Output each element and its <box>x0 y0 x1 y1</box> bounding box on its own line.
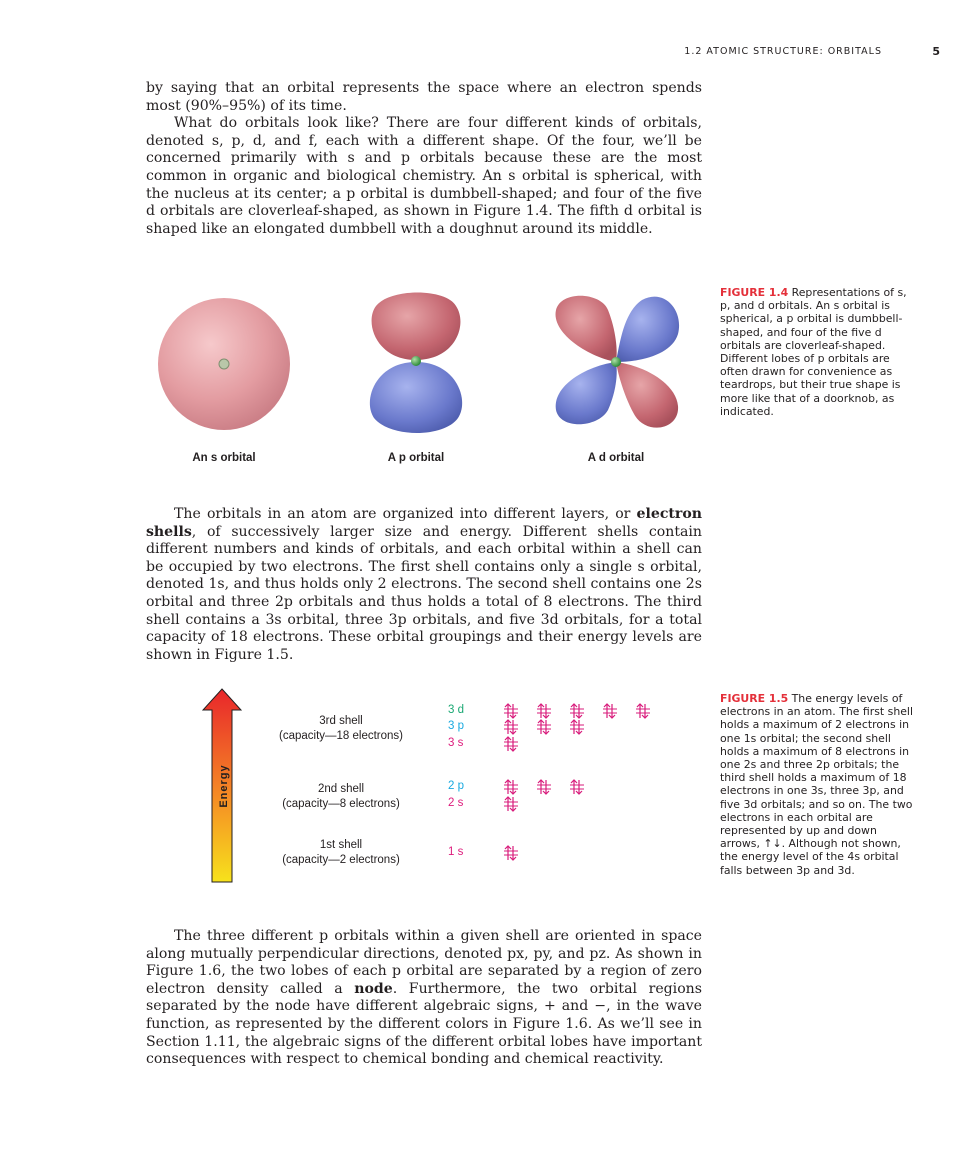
orbital-drawings <box>146 282 702 452</box>
shell-1-label <box>261 838 421 868</box>
body-text-block-1 <box>146 80 702 238</box>
shell-1-capacity: (capacity—2 electrons) <box>282 854 400 866</box>
figure-1-4-caption <box>720 286 920 418</box>
paragraph-1: by saying that an orbital represents the space where an electron spends most (90%–95%) of its time. <box>146 80 702 114</box>
figure-1-4-orbitals <box>146 282 702 472</box>
figure-1-5-caption <box>720 692 920 877</box>
orbital-3s-label: 3 s <box>448 737 464 749</box>
page-number: 5 <box>932 45 940 58</box>
electron-pair-icon <box>502 735 520 753</box>
term-node: node <box>354 980 393 997</box>
shell-2-name: 2nd shell <box>317 783 365 795</box>
shell-3-capacity: (capacity—18 electrons) <box>279 730 403 742</box>
shell-1-name: 1st shell <box>319 839 363 851</box>
d-orbital-icon <box>556 296 680 428</box>
electron-pair-icon <box>601 702 619 720</box>
p-orbital-label: A p orbital <box>387 452 445 464</box>
figure-1-5-energy-levels <box>146 688 702 888</box>
shell-2-label <box>261 782 421 812</box>
s-orbital-label: An s orbital <box>192 452 256 464</box>
running-head: 1.2 ATOMIC STRUCTURE: ORBITALS <box>684 46 882 57</box>
electron-pair-icon <box>535 778 553 796</box>
term-electron-shells: electron shells <box>146 506 702 540</box>
orbital-3p-label: 3 p <box>448 720 464 732</box>
orbital-2p-label: 2 p <box>448 780 464 792</box>
paragraph-3-start: The orbitals in an atom are organized into different layers, or <box>174 506 637 522</box>
paragraph-3-end: , of successively larger size and energy. Different shells contain different numbers and kinds of orbitals, and each orbital within a shell can be occupied by two electrons. The first shell contains only a single s orbital, denoted 1s, and thus holds only 2 electrons. The second shell contains one 2s orbital and three 2p orbitals and thus holds a total of 8 electrons. The third shell contains a 3s orbital, three 3p orbitals, and five 3d orbitals, for a total capacity of 18 electrons. These orbital groupings and their energy levels are shown in Figure 1.5. <box>146 523 702 663</box>
body-text-block-2 <box>146 506 702 664</box>
electron-pair-icon <box>535 718 553 736</box>
shell-3-label <box>261 714 421 744</box>
energy-axis-label: Energy <box>218 764 230 808</box>
electron-pair-icon <box>634 702 652 720</box>
orbital-2s-label: 2 s <box>448 797 464 809</box>
electron-pair-icon <box>502 718 520 736</box>
paragraph-3 <box>146 506 702 664</box>
page-header <box>640 46 940 64</box>
electron-pair-icon <box>568 718 586 736</box>
figure-1-4-caption-text: Representations of s, p, and d orbitals. An s orbital is spherical, a p orbital is dumbbell-shaped, and four of the five d orbitals are cloverleaf-shaped. Different lobes of p orbitals are often drawn for convenience as teardrops, but their true shape is more like that of a doorknob, as indicated. <box>720 286 907 418</box>
body-text-block-3 <box>146 928 702 1069</box>
paragraph-4 <box>146 928 702 1069</box>
s-orbital-icon <box>158 298 290 430</box>
p-orbital-icon <box>370 293 462 434</box>
paragraph-4-end: . Furthermore, the two orbital regions separated by the node have different algebraic signs, + and −, in the wave function, as represented by the different colors in Figure 1.6. As we’ll see in Section 1.11, the algebraic signs of the different orbital lobes have important consequences with respect to chemical bonding and chemical reactivity. <box>146 980 702 1068</box>
electron-pair-icon <box>502 844 520 862</box>
figure-1-5-caption-text: The energy levels of electrons in an atom. The first shell holds a maximum of 2 electrons in one 1s orbital; the second shell holds a maximum of 8 electrons in one 2s and three 2p orbitals; the third shell holds a maximum of 18 electrons in one 3s, three 3p, and five 3d orbitals; and so on. The two electrons in each orbital are represented by up and down arrows, ↑↓. Although not shown, the energy level of the 4s orbital falls between 3p and 3d. <box>720 692 913 877</box>
electron-pair-icon <box>502 795 520 813</box>
orbital-3d-label: 3 d <box>448 704 464 716</box>
paragraph-2: What do orbitals look like? There are four different kinds of orbitals, denoted s, p, d, and f, each with a different shape. Of the four, we’ll be concerned primarily with s and p orbitals because these are the most common in organic and biological chemistry. An s orbital is spherical, with the nucleus at its center; a p orbital is dumbbell-shaped; and four of the five d orbitals are cloverleaf-shaped, as shown in Figure 1.4. The fifth d orbital is shaped like an elongated dumbbell with a doughnut around its middle. <box>146 115 702 237</box>
figure-1-4-label: FIGURE 1.4 <box>720 286 789 299</box>
shell-3-name: 3rd shell <box>319 715 363 727</box>
electron-pair-icon <box>502 778 520 796</box>
shell-2-capacity: (capacity—8 electrons) <box>282 798 400 810</box>
d-orbital-label: A d orbital <box>587 452 645 464</box>
electron-pair-icon <box>568 778 586 796</box>
paragraph-4-start: The three different p orbitals within a given shell are oriented in space along mutually perpendicular directions, denoted px, py, and pz. As shown in Figure 1.6, the two lobes of each p orbital are separated by a region of zero electron density called a <box>146 928 702 997</box>
orbital-1s-label: 1 s <box>448 846 464 858</box>
figure-1-5-label: FIGURE 1.5 <box>720 692 789 705</box>
